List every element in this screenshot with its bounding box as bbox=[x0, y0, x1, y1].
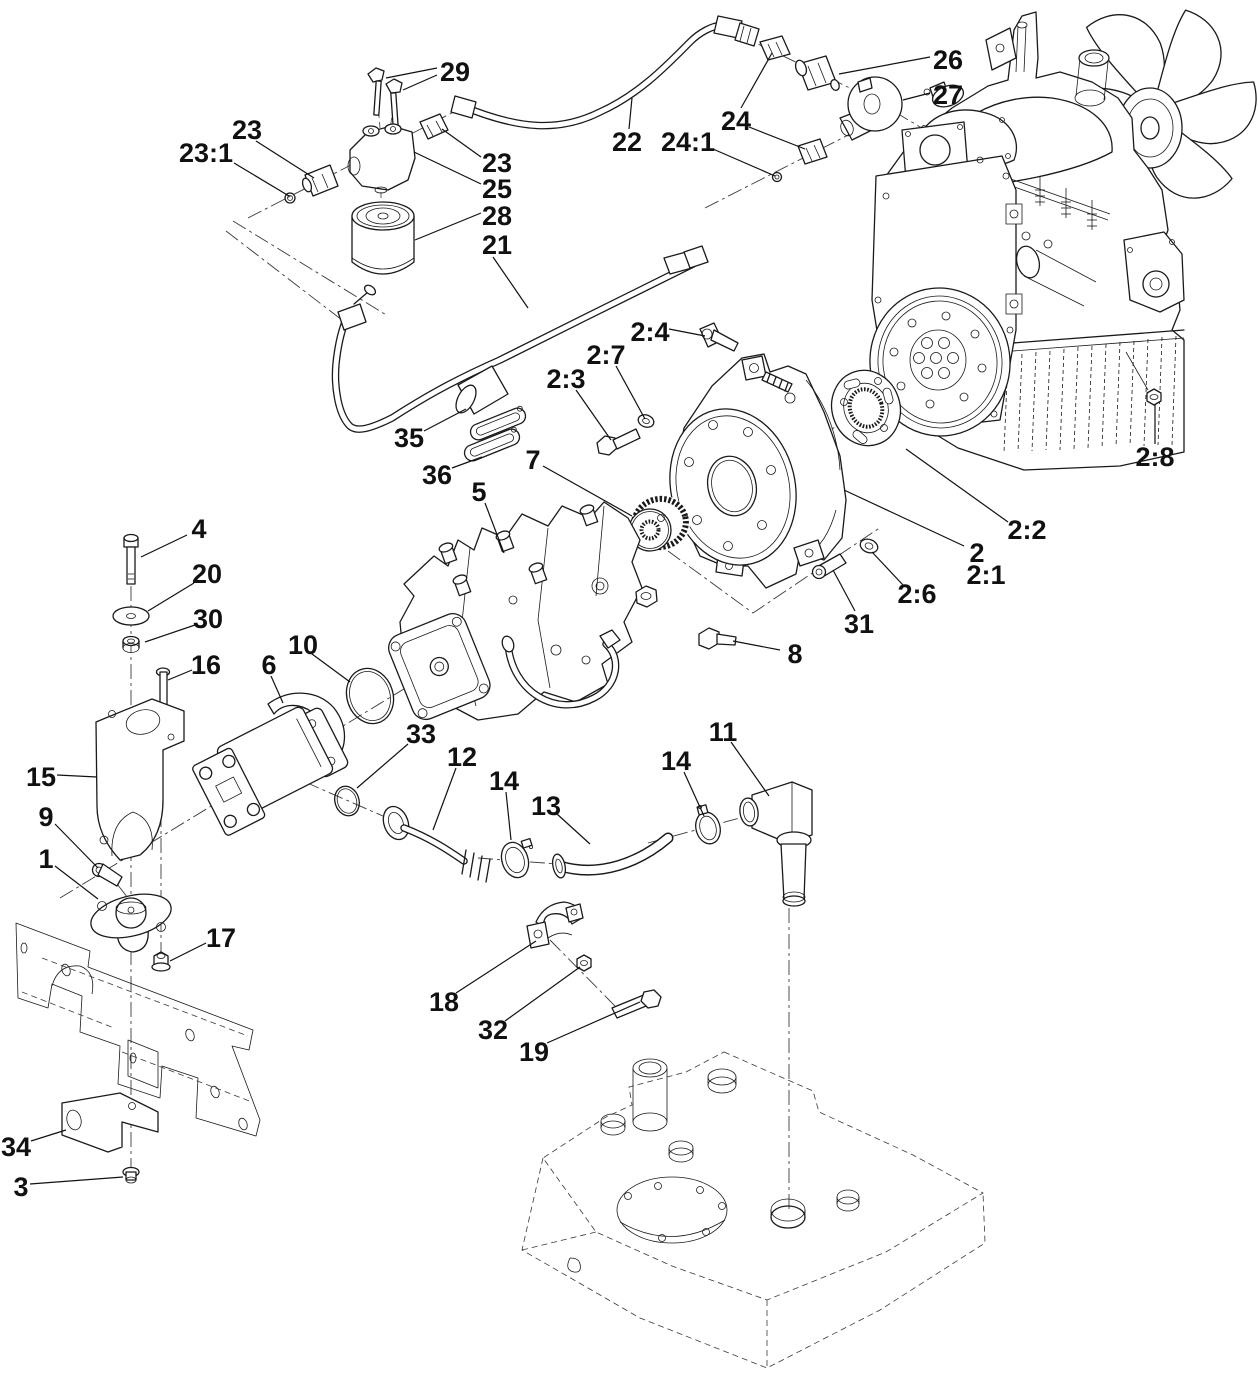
callout-c8: 8 bbox=[787, 639, 803, 669]
leader-line-c13 bbox=[557, 814, 590, 844]
leader-line-c16 bbox=[168, 670, 192, 680]
suction-line-group bbox=[379, 782, 812, 1018]
callout-c11: 11 bbox=[708, 717, 738, 747]
callout-c2_7: 2:7 bbox=[586, 340, 626, 370]
leader-line-c8 bbox=[733, 641, 780, 650]
hose-clamp-14a bbox=[497, 839, 533, 882]
leader-line-c19 bbox=[547, 1002, 640, 1043]
standpipe-elbow-11 bbox=[738, 782, 812, 906]
clamps-36 bbox=[462, 405, 528, 463]
callout-c31: 31 bbox=[843, 609, 875, 639]
callout-c23a: 23 bbox=[231, 115, 263, 145]
bolt-4 bbox=[124, 535, 138, 585]
fitting-23-left bbox=[301, 165, 338, 196]
engine-mount-1 bbox=[86, 887, 175, 952]
callout-c32: 32 bbox=[477, 1015, 509, 1045]
callout-c21: 21 bbox=[481, 230, 513, 260]
leader-line-c9 bbox=[55, 824, 98, 868]
leader-line-c28 bbox=[415, 213, 481, 240]
hydraulic-tank bbox=[522, 1052, 985, 1368]
leader-line-c35 bbox=[424, 409, 466, 431]
bolt-8 bbox=[699, 628, 736, 649]
callout-c2_2: 2:2 bbox=[1007, 515, 1047, 545]
callout-c6: 6 bbox=[261, 650, 277, 680]
leader-line-c2_3 bbox=[576, 390, 611, 440]
screw-3 bbox=[123, 1168, 139, 1184]
suction-tube-12 bbox=[379, 803, 490, 882]
callout-c2_1: 2:1 bbox=[966, 560, 1006, 590]
pump-bracket-15 bbox=[96, 699, 184, 860]
callout-c14b: 14 bbox=[660, 746, 692, 776]
callout-c4: 4 bbox=[191, 514, 207, 544]
mount-hardware bbox=[86, 535, 184, 972]
leader-line-c25 bbox=[414, 152, 481, 184]
callout-c13: 13 bbox=[530, 791, 562, 821]
leader-line-c23a bbox=[256, 141, 314, 178]
hose-clamp-14b bbox=[692, 805, 723, 847]
callout-c19: 19 bbox=[518, 1037, 550, 1067]
leader-line-c23_1 bbox=[234, 163, 289, 196]
leader-line-c24_1 bbox=[713, 149, 775, 176]
callout-c14a: 14 bbox=[488, 766, 520, 796]
leader-line-c14b bbox=[684, 772, 704, 816]
leader-line-c24 bbox=[749, 127, 805, 149]
leader-line-c3 bbox=[30, 1177, 123, 1184]
leader-line-c20 bbox=[148, 583, 194, 611]
callout-c33: 33 bbox=[405, 719, 437, 749]
leader-line-c29 bbox=[386, 68, 437, 78]
bolt-2-3 bbox=[597, 429, 640, 455]
leader-line-c30 bbox=[145, 625, 195, 642]
bracket-34 bbox=[62, 1093, 158, 1152]
fitting-24-lower bbox=[798, 139, 827, 164]
housing-bolt-2-4 bbox=[700, 323, 738, 351]
leader-line-c26 bbox=[839, 57, 930, 74]
callout-c2_3: 2:3 bbox=[546, 364, 586, 394]
callout-c18: 18 bbox=[428, 987, 460, 1017]
callout-c24_1: 24:1 bbox=[660, 127, 716, 157]
engine-assembly bbox=[863, 4, 1258, 470]
leader-line-c2_4 bbox=[669, 329, 705, 336]
leader-line-c18 bbox=[456, 941, 536, 993]
leader-line-c31 bbox=[833, 570, 855, 611]
o-ring-10 bbox=[339, 662, 400, 729]
nut-17 bbox=[152, 952, 170, 971]
callout-c2_6: 2:6 bbox=[897, 579, 937, 609]
leader-line-c17 bbox=[170, 943, 206, 961]
tank-suction-port bbox=[771, 1199, 805, 1228]
callout-c35: 35 bbox=[393, 423, 425, 453]
callout-c27: 27 bbox=[932, 80, 964, 110]
callout-c1: 1 bbox=[38, 844, 54, 874]
leader-line-c2 bbox=[844, 490, 964, 546]
fitting-26 bbox=[794, 56, 841, 92]
callout-c15: 15 bbox=[25, 762, 57, 792]
callout-c24: 24 bbox=[720, 106, 752, 136]
leader-line-c27 bbox=[903, 93, 930, 100]
pickup-27 bbox=[839, 77, 902, 140]
hose-21-group bbox=[336, 246, 709, 463]
gear-pump bbox=[191, 693, 349, 836]
oring-24-1 bbox=[773, 173, 782, 182]
callout-c23_1: 23:1 bbox=[178, 138, 234, 168]
leader-line-c21 bbox=[493, 257, 528, 308]
fitting-24-upper bbox=[760, 36, 790, 60]
oil-filter-28 bbox=[352, 202, 414, 274]
callout-c2_4: 2:4 bbox=[630, 317, 670, 347]
callout-c36: 36 bbox=[421, 460, 453, 490]
nut-32 bbox=[577, 955, 591, 971]
callout-c25: 25 bbox=[481, 174, 513, 204]
filter-head-25 bbox=[348, 124, 415, 193]
leader-line-c15 bbox=[57, 775, 97, 777]
leader-line-c24 bbox=[741, 53, 772, 108]
leader-line-c33 bbox=[357, 744, 408, 788]
callout-c12: 12 bbox=[446, 742, 478, 772]
leader-line-c12 bbox=[433, 768, 456, 830]
hydrostatic-pump bbox=[384, 502, 657, 724]
callout-c9: 9 bbox=[38, 802, 54, 832]
leader-line-c14a bbox=[506, 792, 511, 840]
sleeve-35 bbox=[452, 366, 508, 416]
leader-line-c23b bbox=[442, 129, 481, 157]
pump-mount-housing bbox=[654, 354, 846, 588]
leader-line-c32 bbox=[505, 967, 580, 1021]
callout-c30: 30 bbox=[192, 604, 224, 634]
callout-c20: 20 bbox=[191, 559, 223, 589]
o-ring-33 bbox=[331, 783, 363, 819]
leader-line-c2_7 bbox=[616, 366, 645, 419]
tank-cover-plate bbox=[617, 1177, 727, 1243]
hose-13 bbox=[551, 838, 668, 879]
callout-c16: 16 bbox=[190, 650, 222, 680]
fitting-23-right bbox=[420, 114, 448, 139]
leader-line-c1 bbox=[55, 866, 98, 899]
bolts-29 bbox=[368, 68, 402, 127]
callout-c10: 10 bbox=[287, 630, 319, 660]
callout-c22: 22 bbox=[611, 127, 643, 157]
leader-line-c4 bbox=[141, 535, 187, 557]
callout-c26: 26 bbox=[932, 45, 964, 75]
leader-line-c22 bbox=[629, 98, 632, 129]
callout-c2: 2 bbox=[969, 538, 985, 568]
leader-line-c29 bbox=[403, 75, 437, 90]
callout-c17: 17 bbox=[205, 923, 237, 953]
leader-line-c11 bbox=[731, 742, 769, 796]
callout-c28: 28 bbox=[481, 201, 513, 231]
callout-c23b: 23 bbox=[481, 148, 513, 178]
callout-c29: 29 bbox=[439, 57, 471, 87]
washer-20 bbox=[113, 607, 149, 625]
oil-filter-group bbox=[285, 68, 448, 274]
tank-filler-neck bbox=[633, 1059, 667, 1131]
callout-c7: 7 bbox=[525, 445, 541, 475]
callout-c2_8: 2:8 bbox=[1135, 442, 1175, 472]
callout-c5: 5 bbox=[471, 477, 487, 507]
washer-2-7 bbox=[636, 413, 655, 430]
callout-c3: 3 bbox=[13, 1172, 29, 1202]
callout-c34: 34 bbox=[0, 1132, 32, 1162]
injection-pump bbox=[1124, 232, 1184, 312]
leader-line-c34 bbox=[31, 1130, 66, 1141]
